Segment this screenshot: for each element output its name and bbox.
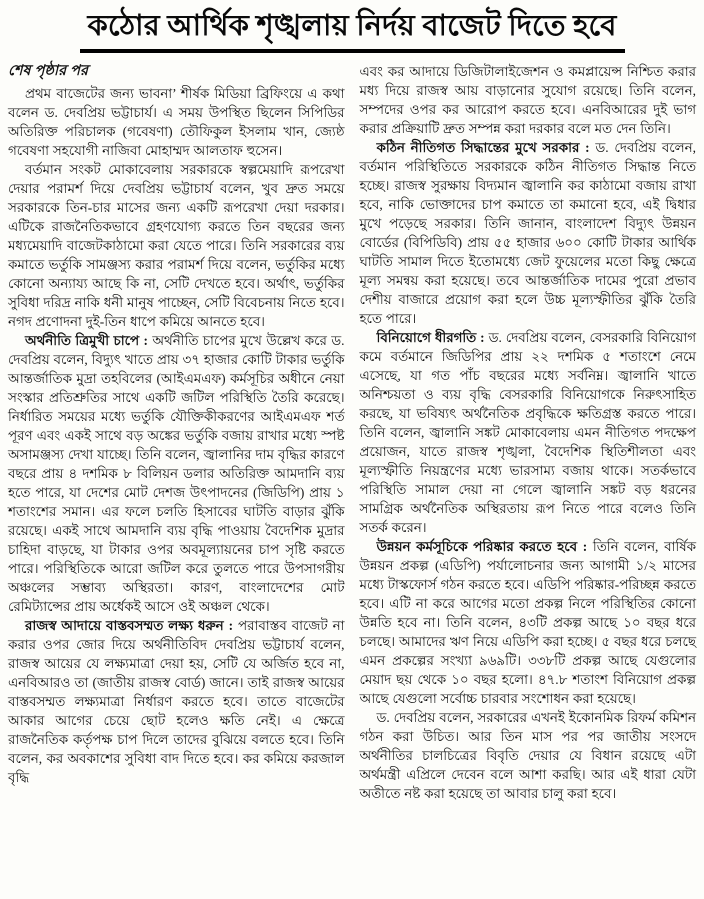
paragraph-body: এবং কর আদায়ে ডিজিটালাইজেশন ও কমপ্লায়েন্স নিশ্চিত করার মধ্য দিয়ে রাজস্ব আয় বাড়ানোর সুযোগ রয়েছে। তিনি বলেন, সম্পদের ওপর কর আরোপ করতে হবে। এনবিআরের দুই ভাগ করার প্রক্রিয়াটি দ্রুত সম্পন্ন করা দরকার বলে মত দেন তিনি। [359, 64, 696, 137]
paragraph-body: তিনি বলেন, বার্ষিক উন্নয়ন প্রকল্প (এডিপি) পর্যালোচনার জন্য আগামী ১/২ মাসের মধ্যে টাস্কফোর্স গঠন করতে হবে। এডিপি পরিষ্কার-পরিচ্ছন্ন করতে হবে। এটি না করে আগের মতো প্রকল্প নিলে পরিস্থিতির কোনো উন্নতি হবে না। তিনি বলেন, ৪৩টি প্রকল্প আছে ১০ বছর ধরে চলছে। আমাদের ঋণ নিয়ে এডিপি করা হচ্ছে। ৫ বছর ধরে চলছে এমন প্রকল্পের সংখ্যা ৯৬৯টি। ৩৩৮টি প্রকল্প আছে যেগুলোর মেয়াদ ছয় থেকে ১০ বছর হলো। ৪৭.৮ শতাংশ বিনিয়োগ প্রকল্প আছে যেগুলো সর্বোচ্চ চারবার সংশোধন করা হয়েছে। [359, 539, 696, 707]
left-column [8, 62, 345, 787]
headline-underline-rule [80, 49, 625, 53]
right-column [360, 62, 697, 803]
article-paragraph [8, 84, 345, 160]
article-headline: কঠোর আর্থিক শৃঙ্খলায় নির্দয় বাজেট দিতে হবে [87, 10, 617, 42]
article-paragraph-continuation [360, 62, 697, 138]
paragraph-body: প্রথম বাজেটের জন্য ভাবনা’ শীর্ষক মিডিয়া ব্রিফিংয়ে এ কথা বলেন ড. দেবপ্রিয় ভট্টাচার্য। এ সময় উপস্থিত ছিলেন সিপিডির অতিরিক্ত পরিচালক (গবেষণা) তৌফিকুল ইসলাম খান, জ্যেষ্ঠ গবেষণা সহযোগী নাজিবা মোহাম্মদ আলতাফ হুসেন। [8, 86, 345, 159]
paragraph-section-lead: রাজস্ব আদায়ে বাস্তবসম্মত লক্ষ্য ধরুন : [25, 618, 234, 634]
article-paragraph [360, 138, 697, 328]
paragraph-body: বর্তমান সংকট মোকাবেলায় সরকারকে স্বল্পমেয়াদি রূপরেখা দেয়ার পরামর্শ দিয়ে দেবপ্রিয় ভট্টাচার্য বলেন, খুব দ্রুত সময়ে সরকারকে তিন-চার মাসের জন্য একটি রূপরেখা দেয়া দরকার। এটিকে রাজনৈতিকভাবে গ্রহণযোগ্য করতে তিন বছরের জন্য মধ্যমেয়াদি বাজেটকাঠামো করা যেতে পারে। তিনি সরকারের ব্যয় কমাতে ভর্তুকি সামঞ্জস্য করার পরামর্শ দিয়ে বলেন, ভর্তুকির মধ্যে কোনো অন্যায্য আছে কি না, সেটি দেখতে হবে। অর্থাৎ, ভর্তুকির সুবিধা দরিদ্র নাকি ধনী মানুষ পাচ্ছেন, সেটি বিবেচনায় নিতে হবে। নগদ প্রণোদনা দুই-তিন ধাপে কমিয়ে আনতে হবে। [8, 162, 345, 330]
article-paragraph [360, 328, 697, 537]
paragraph-body: পরাবাস্তব বাজেট না করার ওপর জোর দিয়ে অর্থনীতিবিদ দেবপ্রিয় ভট্টাচার্য বলেন, রাজস্ব আয়ের যে লক্ষ্যমাত্রা দেয়া হয়, সেটি যে অর্জিত হবে না, এনবিআরও তা (জাতীয় রাজস্ব বোর্ড) জানে। তাই রাজস্ব আয়ের বাস্তবসম্মত লক্ষ্যমাত্রা নির্ধারণ করতে হবে। তাতে বাজেটের আকার আগের চেয়ে ছোট হলেও ক্ষতি নেই। এ ক্ষেত্রে রাজনৈতিক কর্তৃপক্ষ চাপ দিলে তাদের বুঝিয়ে বলতে হবে। তিনি বলেন, কর অবকাশের সুবিধা বাদ দিতে হবে। কর কমিয়ে করজাল বৃদ্ধি [8, 618, 345, 786]
paragraph-section-lead: উন্নয়ন কর্মসূচিকে পরিষ্কার করতে হবে : [376, 539, 588, 555]
paragraph-section-lead: কঠিন নীতিগত সিদ্ধান্তের মুখে সরকার : [376, 140, 590, 156]
article-body [8, 62, 696, 803]
paragraph-body: ড. দেবপ্রিয় বলেন, বেসরকারি বিনিয়োগ কমে বর্তমানে জিডিপির প্রায় ২২ দশমিক ৫ শতাংশে নেমে এসেছে, যা গত পাঁচ বছরের মধ্যে সর্বনিম্ন। জ্বালানি খাতে অনিশ্চয়তা ও ব্যয় বৃদ্ধি বেসরকারি বিনিয়োগকে নিরুৎসাহিত করছে, যা ভবিষ্যৎ অর্থনৈতিক প্রবৃদ্ধিকে ক্ষতিগ্রস্ত করতে পারে। তিনি বলেন, জ্বালানি সঙ্কট মোকাবেলায় এমন নীতিগত পদক্ষেপ প্রয়োজন, যাতে রাজস্ব শৃঙ্খলা, বৈদেশিক স্থিতিশীলতা এবং মূল্যস্ফীতি নিয়ন্ত্রণের মধ্যে ভারসাম্য বজায় থাকে। সতর্কভাবে পরিস্থিতি সামাল দেয়া না গেলে জ্বালানি সঙ্কট বড় ধরনের সামগ্রিক অর্থনৈতিক অস্থিরতায় রূপ নিতে পারে বলেও তিনি সতর্ক করেন। [359, 330, 696, 536]
paragraph-section-lead: বিনিয়োগে ধীরগতি : [376, 330, 485, 346]
article-paragraph [360, 708, 697, 803]
paragraph-section-lead: অর্থনীতি ত্রিমুখী চাপে : [25, 333, 148, 349]
continuation-note: শেষ পৃষ্ঠার পর [8, 63, 88, 80]
article-paragraph [8, 331, 345, 616]
paragraph-body: ড. দেবপ্রিয় বলেন, বর্তমান পরিস্থিতিতে সরকারকে কঠিন নীতিগত সিদ্ধান্ত নিতে হচ্ছে। রাজস্ব সুরক্ষায় বিদ্যমান জ্বালানি কর কাঠামো বজায় রাখা হবে, নাকি ভোক্তাদের চাপ কমাতে তা কমানো হবে, এই দ্বিধার মুখে পড়েছে সরকার। তিনি জানান, বাংলাদেশ বিদ্যুৎ উন্নয়ন বোর্ডের (বিপিডিবি) প্রায় ৫৫ হাজার ৬০০ কোটি টাকার আর্থিক ঘাটতি সামাল দিতে ইতোমধ্যে জেট ফুয়েলের মতো কিছু ক্ষেত্রে মূল্য সমন্বয় করা হয়েছে। তবে আন্তর্জাতিক দামের পুরো প্রভাব দেশীয় বাজারে প্রয়োগ করা হলে উচ্চ মূল্যস্ফীতির ঝুঁকি তৈরি হতে পারে। [359, 140, 696, 327]
paragraph-body: অর্থনীতি চাপের মুখে উল্লেখ করে ড. দেবপ্রিয় বলেন, বিদ্যুৎ খাতে প্রায় ৩৭ হাজার কোটি টাকার ভর্তুকি আন্তর্জাতিক মুদ্রা তহবিলের (আইএমএফ) কর্মসূচির অধীনে নেয়া সংস্কার প্রতিশ্রুতির সাথে একটি জটিল পরিস্থিতি তৈরি করেছে। নির্ধারিত সময়ের মধ্যে ভর্তুকি যৌক্তিকীকরণের আইএমএফ শর্ত পূরণ এবং একই সাথে বড় অঙ্কের ভর্তুকি বজায় রাখার মধ্যে স্পষ্ট অসামঞ্জস্য দেখা যাচ্ছে। তিনি বলেন, জ্বালানির দাম বৃদ্ধির কারণে বছরে প্রায় ৪ দশমিক ৮ বিলিয়ন ডলার অতিরিক্ত আমদানি ব্যয় হতে পারে, যা দেশের মোট দেশজ উৎপাদনের (জিডিপি) প্রায় ১ শতাংশের সমান। এর ফলে চলতি হিসাবের ঘাটতি বাড়ার ঝুঁকি রয়েছে। একই সাথে আমদানি ব্যয় বৃদ্ধি পাওয়ায় বৈদেশিক মুদ্রার চাহিদা বাড়ছে, যা টাকার ওপর অবমূল্যায়নের চাপ সৃষ্টি করতে পারে। পরিস্থিতিকে আরো জটিল করে তুলতে পারে উপসাগরীয় অঞ্চলের সম্ভাব্য অস্থিরতা। কারণ, বাংলাদেশের মোট রেমিট্যান্সের প্রায় অর্ধেকই আসে ওই অঞ্চল থেকে। [8, 333, 345, 615]
article-paragraph [8, 616, 345, 787]
article-paragraph [360, 537, 697, 708]
article-paragraph [8, 160, 345, 331]
paragraph-body: ড. দেবপ্রিয় বলেন, সরকারের এখনই ইকোনমিক রিফর্ম কমিশন গঠন করা উচিত। আর তিন মাস পর পর জাতীয় সংসদে অর্থনীতির চালচিত্রের বিবৃতি দেয়ার যে বিধান রয়েছে এটা অর্থমন্ত্রী এপ্রিলে দেবেন বলে আশা করছি। আর এই ধারা যেটা অতীতে নষ্ট করা হয়েছে তা আবার চালু করা হবে। [359, 710, 696, 802]
